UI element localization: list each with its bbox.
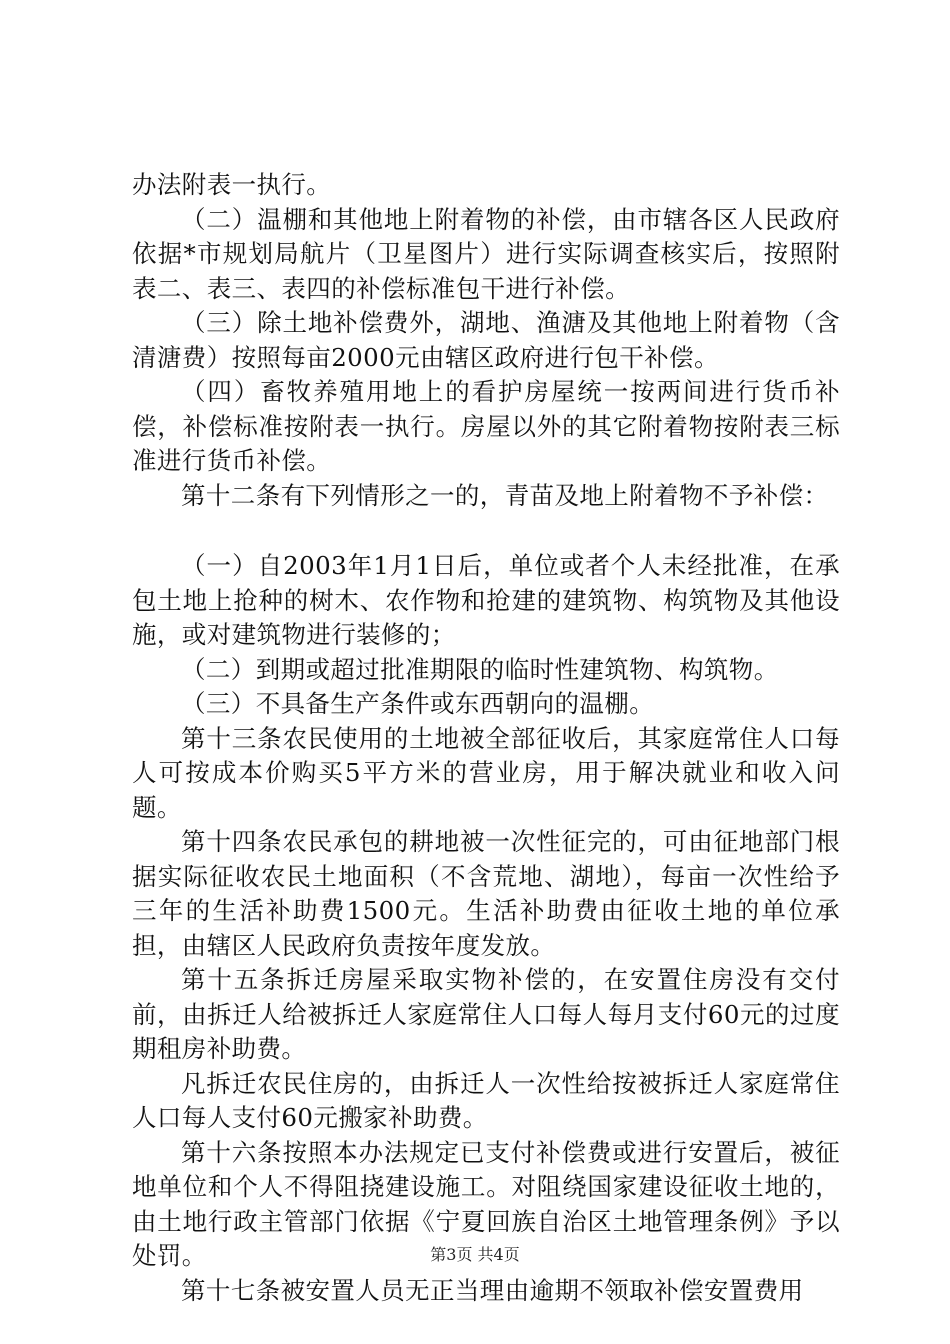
paragraph-item-livestock: （四）畜牧养殖用地上的看护房屋统一按两间进行货币补偿，补偿标准按附表一执行。房屋以外的其它附着物按附表三标准进行货币补偿。 [132,377,840,475]
paragraph-article-15: 第十五条拆迁房屋采取实物补偿的，在安置住房没有交付前，由拆迁人给被拆迁人家庭常住人口每人每月支付60元的过度期租房补助费。 [132,965,840,1063]
paragraph-article-12-item-2: （二）到期或超过批准期限的临时性建筑物、构筑物。 [181,654,779,684]
paragraph-gap [132,513,840,549]
paragraph-item-lake-land: （三）除土地补偿费外，湖地、渔溏及其他地上附着物（含清溏费）按照每亩2000元由辖区政府进行包干补偿。 [132,308,840,372]
document-body [132,168,840,1308]
paragraph-article-13: 第十三条农民使用的土地被全部征收后，其家庭常住人口每人可按成本价购买5平方米的营业房，用于解决就业和收入问题。 [132,723,840,822]
paragraph-item-greenhouse: （二）温棚和其他地上附着物的补偿，由市辖各区人民政府依据*市规划局航片（卫星图片）进行实际调查核实后，按照附表二、表三、表四的补偿标准包干进行补偿。 [132,204,840,303]
paragraph-continuation: 办法附表一执行。 [132,170,332,199]
paragraph-article-17: 第十七条被安置人员无正当理由逾期不领取补偿安置费用 [181,1275,804,1305]
paragraph-article-12: 第十二条有下列情形之一的，青苗及地上附着物不予补偿： [181,480,829,510]
paragraph-article-12-item-1: （一）自2003年1月1日后，单位或者个人未经批准，在承包土地上抢种的树木、农作物和抢建的建筑物、构筑物及其他设施，或对建筑物进行装修的； [132,551,840,649]
paragraph-article-15-moving: 凡拆迁农民住房的，由拆迁人一次性给按被拆迁人家庭常住人口每人支付60元搬家补助费。 [132,1068,840,1132]
paragraph-article-14: 第十四条农民承包的耕地被一次性征完的，可由征地部门根据实际征收农民土地面积（不含荒地、湖地），每亩一次性给予三年的生活补助费1500元。生活补助费由征收土地的单位承担，由辖区人民政府负责按年度发放。 [132,827,840,960]
paragraph-article-16: 第十六条按照本办法规定已支付补偿费或进行安置后，被征地单位和个人不得阻挠建设施工。对阻绕国家建设征收土地的，由土地行政主管部门依据《宁夏回族自治区土地管理条例》予以处罚。 [132,1137,840,1270]
paragraph-article-12-item-3: （三）不具备生产条件或东西朝向的温棚。 [181,689,655,718]
page-number-footer: 第3页 共4页 [430,1245,520,1264]
